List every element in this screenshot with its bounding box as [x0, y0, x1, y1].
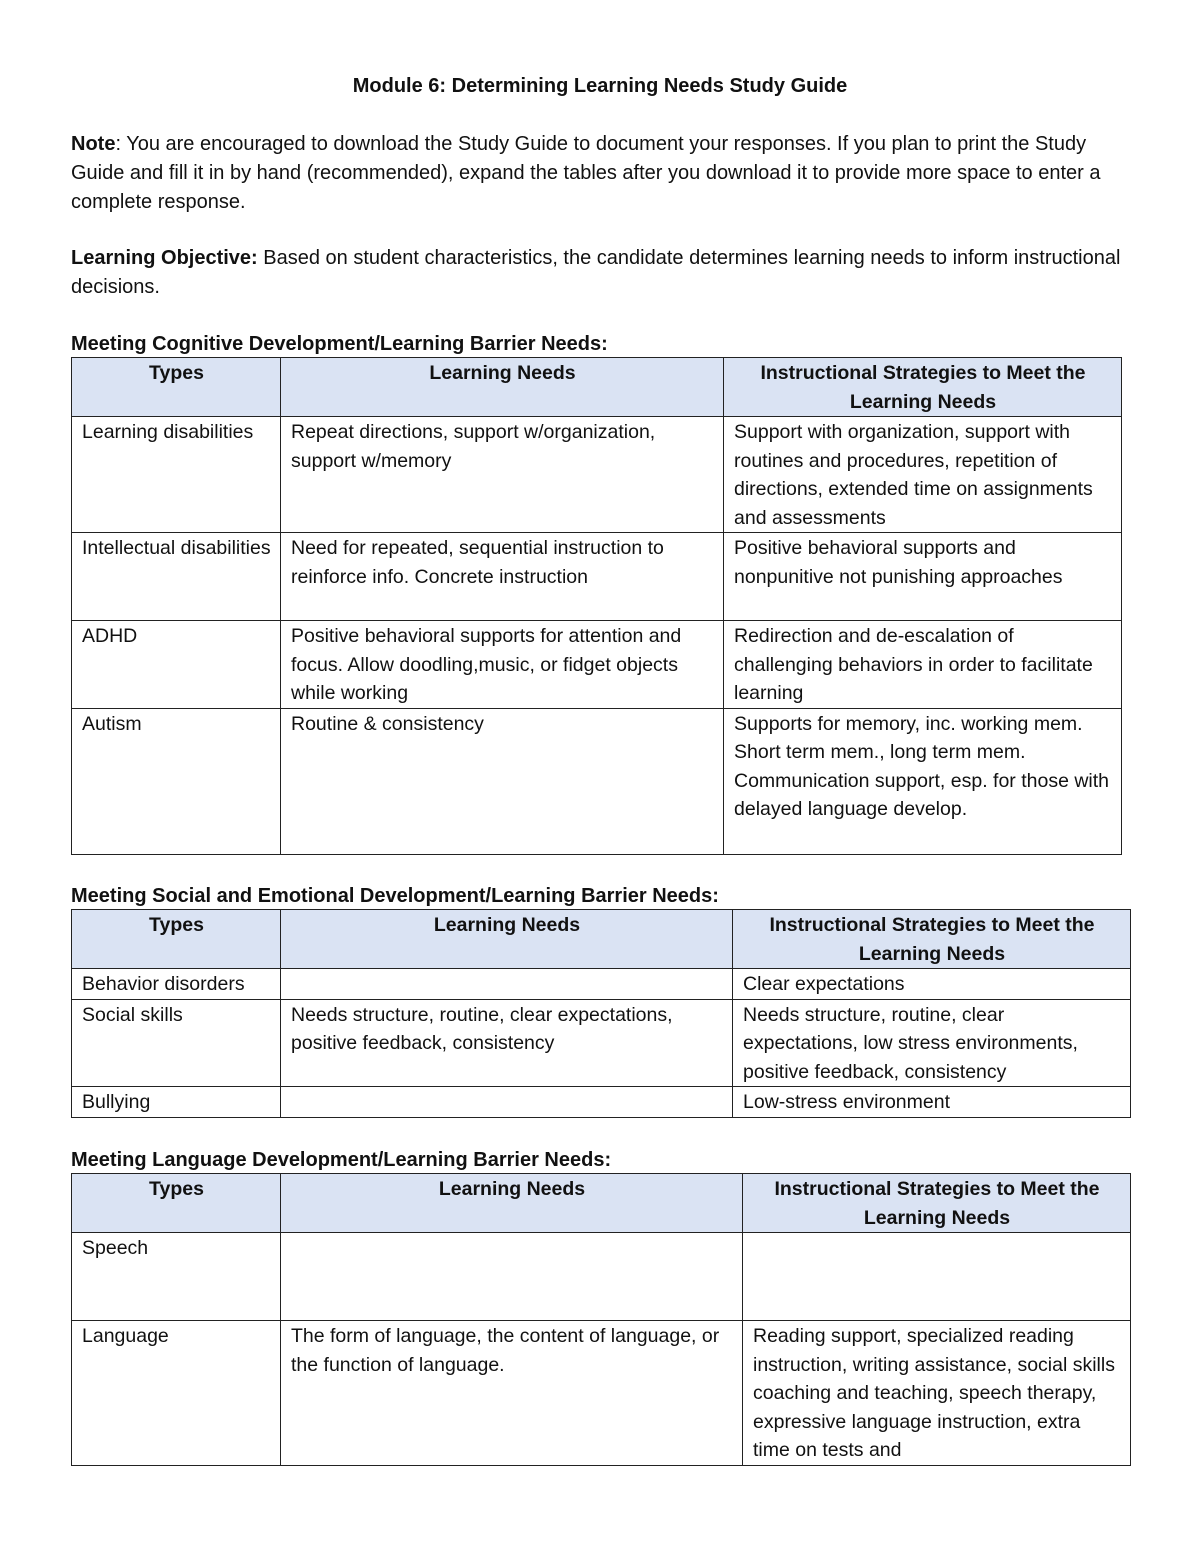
cognitive-table	[71, 357, 1122, 855]
column-header-types: Types	[72, 358, 281, 417]
table-row	[72, 533, 1122, 621]
strategies-cell	[724, 621, 1122, 709]
strategies-cell	[724, 533, 1122, 621]
strategies-cell	[733, 1087, 1131, 1118]
strategy-text: Positive behavioral supports and nonpunitive not punishing approaches	[734, 537, 1063, 588]
column-header-types: Types	[72, 910, 281, 969]
table-row	[72, 621, 1122, 709]
table-row	[72, 1087, 1131, 1118]
strategy-text: Redirection and de-escalation of challenging behaviors in order to facilitate learning	[734, 625, 1093, 704]
type-cell: Intellectual disabilities	[72, 533, 281, 621]
social-heading: Meeting Social and Emotional Development/Learning Barrier Needs:	[71, 885, 719, 907]
table-row	[72, 969, 1131, 1000]
table-row	[72, 999, 1131, 1087]
language-table	[71, 1173, 1131, 1466]
column-header-strategies: Instructional Strategies to Meet the Learning Needs	[743, 1174, 1131, 1233]
learning-needs-cell: Need for repeated, sequential instruction to reinforce info. Concrete instruction	[281, 533, 724, 621]
type-cell: Speech	[72, 1233, 281, 1321]
strategies-cell	[733, 969, 1131, 1000]
note-text: : You are encouraged to download the Study Guide to document your responses. If you plan to print the Study Guide and fill it in by hand (recommended), expand the tables after you download it to provide more space to enter a complete response.	[71, 133, 1101, 213]
type-cell: Autism	[72, 708, 281, 854]
table-row	[72, 1321, 1131, 1466]
table-row	[72, 708, 1122, 854]
strategy-text: Communication support, esp. for those with delayed language develop.	[734, 769, 1110, 820]
column-header-strategies: Instructional Strategies to Meet the Learning Needs	[724, 358, 1122, 417]
table-header-row	[72, 358, 1122, 417]
strategy-text: Low-stress environment	[743, 1091, 950, 1113]
learning-needs-cell: Repeat directions, support w/organization, support w/memory	[281, 417, 724, 533]
column-header-learning-needs: Learning Needs	[281, 1174, 743, 1233]
type-cell: Behavior disorders	[72, 969, 281, 1000]
strategies-cell	[743, 1321, 1131, 1466]
language-heading: Meeting Language Development/Learning Barrier Needs:	[71, 1149, 612, 1171]
strategy-text: Reading support, specialized reading instruction, writing assistance, social skills coaching and teaching, speech therapy, expressive language instruction, extra time on tests and	[753, 1325, 1115, 1461]
type-cell: Social skills	[72, 999, 281, 1087]
learning-needs-cell	[281, 1087, 733, 1118]
learning-needs-cell: Needs structure, routine, clear expectations, positive feedback, consistency	[281, 999, 733, 1087]
cognitive-heading: Meeting Cognitive Development/Learning Barrier Needs:	[71, 333, 608, 355]
type-cell: Language	[72, 1321, 281, 1466]
strategies-cell	[743, 1233, 1131, 1321]
strategy-text: Support with organization, support with routines and procedures, repetition of directions, extended time on assignments and assessments	[734, 421, 1093, 529]
strategy-text: Needs structure, routine, clear expectations, low stress environments, positive feedback, consistency	[743, 1003, 1078, 1083]
page-title: Module 6: Determining Learning Needs Study Guide	[352, 75, 848, 97]
objective-paragraph	[71, 244, 1131, 302]
learning-needs-cell: The form of language, the content of language, or the function of language.	[281, 1321, 743, 1466]
type-cell: Learning disabilities	[72, 417, 281, 533]
type-cell: Bullying	[72, 1087, 281, 1118]
learning-needs-cell	[281, 969, 733, 1000]
type-cell: ADHD	[72, 621, 281, 709]
column-header-types: Types	[72, 1174, 281, 1233]
strategies-cell	[724, 417, 1122, 533]
table-row	[72, 1233, 1131, 1321]
column-header-learning-needs: Learning Needs	[281, 358, 724, 417]
column-header-learning-needs: Learning Needs	[281, 910, 733, 969]
note-paragraph	[71, 130, 1131, 217]
strategies-cell	[733, 999, 1131, 1087]
learning-needs-cell: Routine & consistency	[281, 708, 724, 854]
objective-text: Based on student characteristics, the candidate determines learning needs to inform instructional decisions.	[71, 247, 1121, 298]
table-header-row	[72, 910, 1131, 969]
note-label: Note	[71, 133, 116, 155]
table-header-row	[72, 1174, 1131, 1233]
column-header-strategies: Instructional Strategies to Meet the Learning Needs	[733, 910, 1131, 969]
strategies-cell	[724, 708, 1122, 854]
strategy-text: Supports for memory, inc. working mem. Short term mem., long term mem.	[734, 712, 1083, 763]
table-row	[72, 417, 1122, 533]
learning-needs-cell: Positive behavioral supports for attention and focus. Allow doodling,music, or fidget objects while working	[281, 621, 724, 709]
learning-needs-cell	[281, 1233, 743, 1321]
strategy-text: Clear expectations	[743, 973, 905, 995]
objective-label: Learning Objective:	[71, 247, 258, 269]
social-emotional-table	[71, 909, 1131, 1118]
